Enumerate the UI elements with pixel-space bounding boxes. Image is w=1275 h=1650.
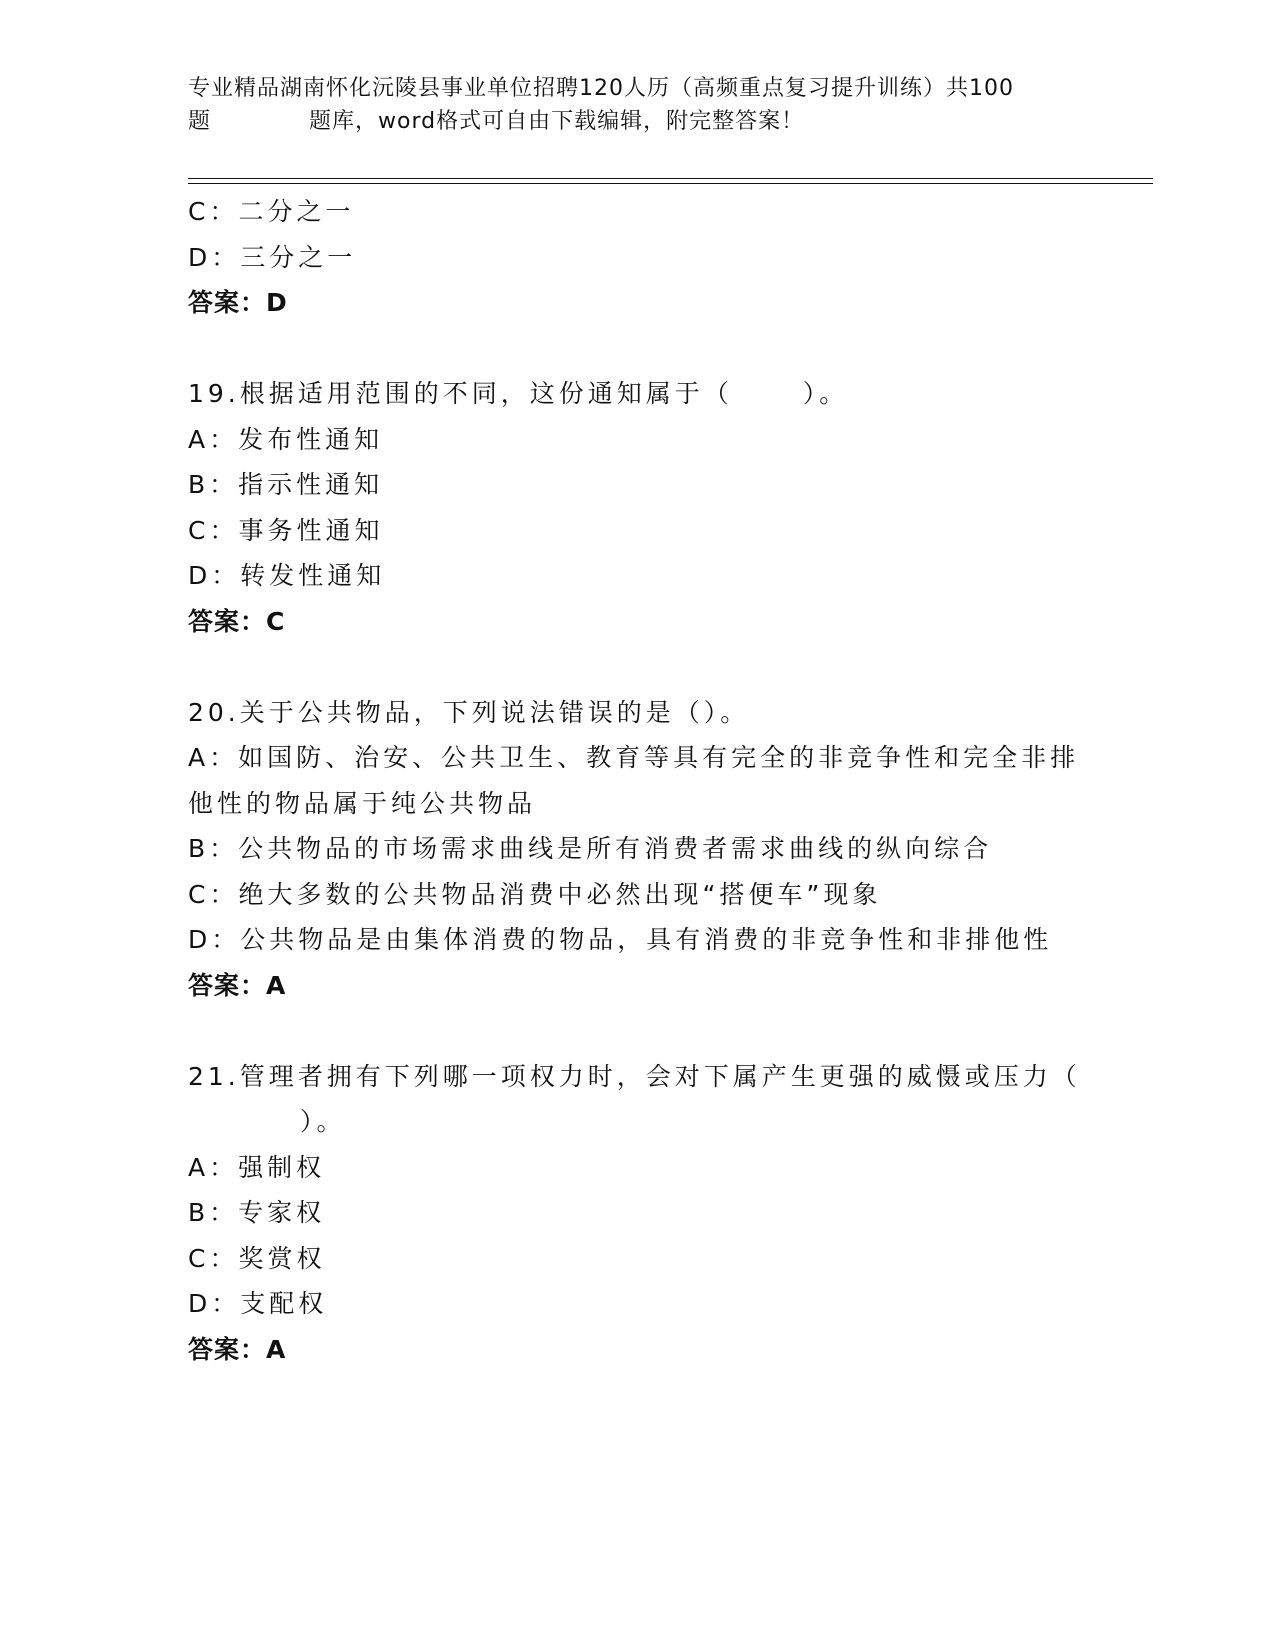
option-a: A：发布性通知 [188, 424, 384, 454]
question-20 [188, 690, 1088, 1009]
option-c: C：事务性通知 [188, 515, 384, 545]
answer-line: 答案：A [188, 970, 287, 1000]
option-b: B：公共物品的市场需求曲线是所有消费者需求曲线的纵向综合 [188, 834, 993, 863]
header-divider-top [188, 178, 1153, 179]
question-stem: 21.管理者拥有下列哪一项权力时，会对下属产生更强的威慑或压力（ [188, 1061, 1081, 1091]
question-stem-text: 19.根据适用范围的不同，这份通知属于（ [188, 379, 733, 408]
answer-line: 答案：C [188, 606, 286, 636]
document-header [188, 72, 1088, 138]
option-b: B：专家权 [188, 1198, 326, 1227]
option-d: D：公共物品是由集体消费的物品，具有消费的非竞争性和非排他性 [188, 925, 1053, 954]
option-d: D：转发性通知 [188, 561, 386, 590]
option-d: D：三分之一 [188, 242, 357, 272]
option-d: D：支配权 [188, 1289, 328, 1318]
question-18-continued [188, 189, 1088, 326]
header-title-line-1: 专业精品湖南怀化沅陵县事业单位招聘120人历（高频重点复习提升训练）共100 [188, 76, 1014, 101]
question-stem: 20.关于公共物品，下列说法错误的是（）。 [188, 697, 750, 727]
question-stem [188, 371, 1088, 417]
answer-line: 答案：A [188, 1334, 287, 1364]
option-a-continued: 他性的物品属于纯公共物品 [188, 788, 537, 818]
question-stem-end: ）。 [802, 379, 849, 408]
question-19 [188, 371, 1088, 644]
header-divider-bottom [188, 183, 1153, 184]
question-list [188, 189, 1088, 1372]
header-title-line-2 [188, 105, 1088, 138]
question-stem-continued [188, 1099, 1088, 1145]
option-c: C：绝大多数的公共物品消费中必然出现“搭便车”现象 [188, 879, 882, 909]
option-c: C：二分之一 [188, 197, 355, 226]
header-title-remainder: 题库，word格式可自由下载编辑，附完整答案！ [309, 109, 805, 134]
option-c: C：奖赏权 [188, 1243, 326, 1273]
question-stem-end: ）。 [300, 1107, 346, 1136]
answer-line: 答案：D [188, 288, 288, 317]
option-a: A：如国防、治安、公共卫生、教育等具有完全的非竞争性和完全非排 [188, 743, 1080, 772]
header-title-fragment: 题 [188, 109, 212, 134]
option-b: B：指示性通知 [188, 470, 384, 499]
question-21 [188, 1054, 1088, 1373]
option-a: A：强制权 [188, 1152, 326, 1182]
